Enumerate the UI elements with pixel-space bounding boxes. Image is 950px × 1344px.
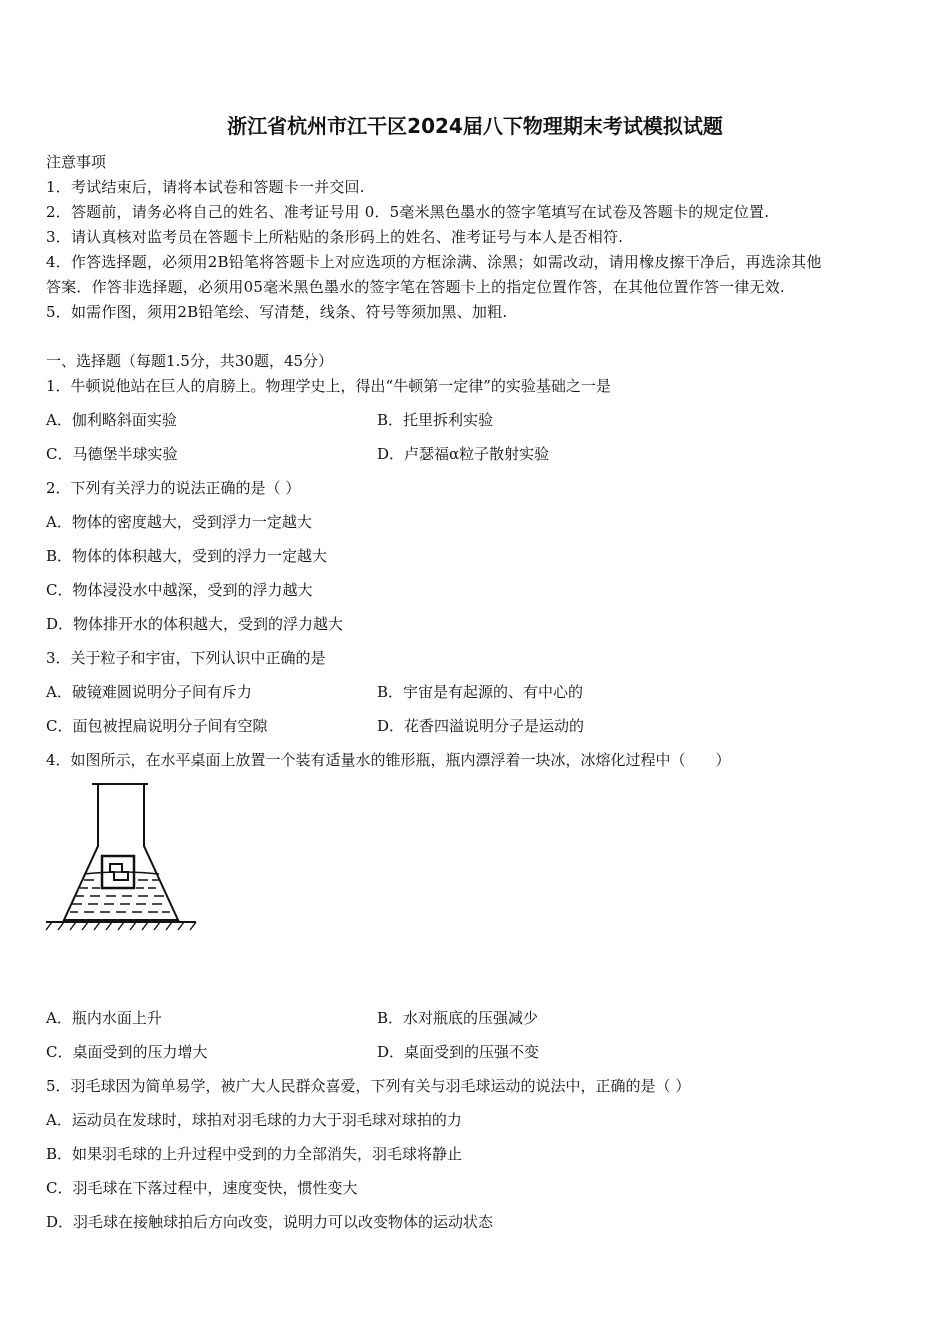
q2-option-c: C．物体浸没水中越深，受到的浮力越大: [46, 581, 313, 599]
q2-stem: 2．下列有关浮力的说法正确的是（ ）: [46, 479, 301, 497]
q2-option-a: A．物体的密度越大，受到浮力一定越大: [46, 513, 312, 531]
q1-stem: 1．牛顿说他站在巨人的肩膀上。物理学史上，得出“牛顿第一定律”的实验基础之一是: [46, 377, 611, 395]
q1-option-d: D．卢瑟福α粒子散射实验: [377, 445, 550, 463]
q3-option-a: A．破镜难圆说明分子间有斥力: [46, 683, 252, 701]
page-title: 浙江省杭州市江干区2024届八下物理期末考试模拟试题: [227, 114, 723, 138]
q4-option-a: A．瓶内水面上升: [46, 1009, 162, 1027]
section-heading: 一、选择题（每题1.5分，共30题，45分）: [46, 352, 334, 370]
notice-item-4-cont: 答案．作答非选择题，必须用05毫米黑色墨水的签字笔在答题卡上的指定位置作答，在其他位置作答一律无效.: [46, 278, 785, 296]
notice-item-3: 3．请认真核对监考员在答题卡上所粘贴的条形码上的姓名、准考证号与本人是否相符.: [46, 228, 624, 246]
q5-option-d: D．羽毛球在接触球拍后方向改变，说明力可以改变物体的运动状态: [46, 1213, 494, 1231]
notice-item-5: 5．如需作图，须用2B铅笔绘、写清楚，线条、符号等须加黑、加粗.: [46, 303, 508, 321]
q5-option-c: C．羽毛球在下落过程中，速度变快，惯性变大: [46, 1179, 358, 1197]
q3-option-d: D．花香四溢说明分子是运动的: [377, 717, 585, 735]
q5-stem: 5．羽毛球因为简单易学，被广大人民群众喜爱，下列有关与羽毛球运动的说法中，正确的是（ ）: [46, 1077, 691, 1095]
flask-figure: [44, 776, 204, 934]
q4-option-b: B．水对瓶底的压强减少: [377, 1009, 539, 1027]
notice-item-2: 2．答题前，请务必将自己的姓名、准考证号用 0．5毫米黑色墨水的签字笔填写在试卷及答题卡的规定位置.: [46, 203, 770, 221]
notice-heading: 注意事项: [46, 153, 107, 171]
q3-option-b: B．宇宙是有起源的、有中心的: [377, 683, 584, 701]
q2-option-d: D．物体排开水的体积越大，受到的浮力越大: [46, 615, 344, 633]
q2-option-b: B．物体的体积越大，受到的浮力一定越大: [46, 547, 328, 565]
q5-option-b: B．如果羽毛球的上升过程中受到的力全部消失，羽毛球将静止: [46, 1145, 463, 1163]
table-hatching: [46, 922, 196, 930]
q1-option-c: C．马德堡半球实验: [46, 445, 178, 463]
q4-option-d: D．桌面受到的压强不变: [377, 1043, 540, 1061]
notice-item-4: 4．作答选择题，必须用2B铅笔将答题卡上对应选项的方框涂满、涂黑；如需改动，请用橡皮擦干净后，再选涂其他: [46, 253, 822, 271]
notice-item-1: 1．考试结束后，请将本试卷和答题卡一并交回.: [46, 178, 365, 196]
q1-option-a: A．伽利略斜面实验: [46, 411, 177, 429]
q4-option-c: C．桌面受到的压力增大: [46, 1043, 208, 1061]
q3-option-c: C．面包被捏扁说明分子间有空隙: [46, 717, 268, 735]
q1-option-b: B．托里拆利实验: [377, 411, 494, 429]
q5-option-a: A．运动员在发球时，球拍对羽毛球的力大于羽毛球对球拍的力: [46, 1111, 462, 1129]
water-dashes: [70, 880, 170, 912]
flask-outline: [64, 784, 178, 920]
q4-stem: 4．如图所示，在水平桌面上放置一个装有适量水的锥形瓶，瓶内漂浮着一块冰，冰熔化过程中（ ）: [46, 751, 731, 769]
q3-stem: 3．关于粒子和宇宙，下列认识中正确的是: [46, 649, 326, 667]
